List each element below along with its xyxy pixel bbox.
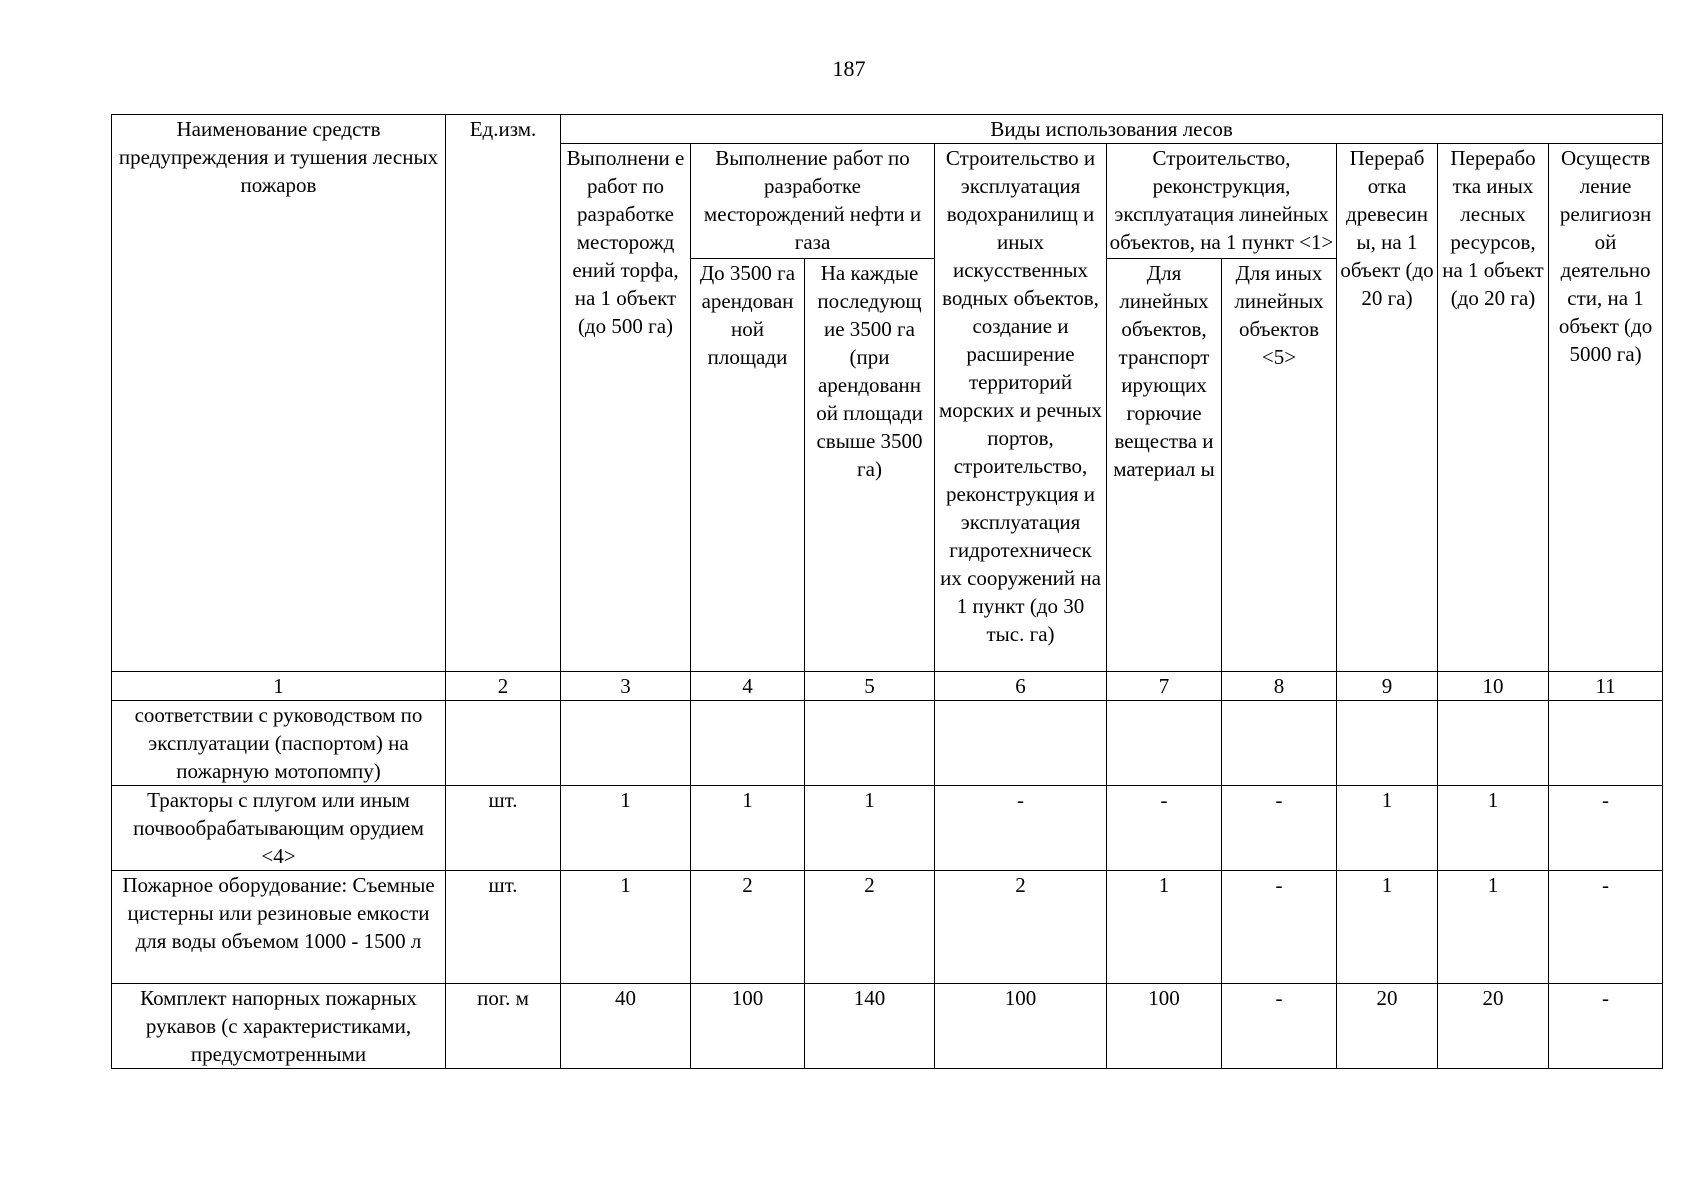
- row-value: 1: [1337, 871, 1438, 984]
- row-item-name: Пожарное оборудование: Съемные цистерны или резиновые емкости для воды объемом 1000 - 1500 л: [112, 871, 446, 984]
- row-value: 20: [1438, 984, 1549, 1069]
- column-number: 1: [112, 672, 446, 701]
- table-row: [112, 701, 1663, 786]
- row-unit: пог. м: [446, 984, 561, 1069]
- row-value: [1107, 701, 1222, 786]
- fire-equipment-table: [111, 114, 1663, 1069]
- header-col11-religious: Осуществ ление религиозн ой деятельно сти, на 1 объект (до 5000 га): [1549, 144, 1663, 672]
- row-value: 2: [805, 871, 935, 984]
- row-value: 1: [1107, 871, 1222, 984]
- row-value: 140: [805, 984, 935, 1069]
- table-row: [112, 786, 1663, 871]
- row-value: [1337, 701, 1438, 786]
- column-number-row: [112, 672, 1663, 701]
- header-row-1: [112, 115, 1663, 144]
- header-linear-group: Строительство, реконструкция, эксплуатация линейных объектов, на 1 пункт <1>: [1107, 144, 1337, 259]
- row-item-name: Комплект напорных пожарных рукавов (с характеристиками, предусмотренными: [112, 984, 446, 1069]
- row-value: -: [1107, 786, 1222, 871]
- header-col9-wood: Перераб отка древесин ы, на 1 объект (до 20 га): [1337, 144, 1438, 672]
- header-col10-other-resources: Перерабо тка иных лесных ресурсов, на 1 объект (до 20 га): [1438, 144, 1549, 672]
- column-number: 7: [1107, 672, 1222, 701]
- row-value: -: [935, 786, 1107, 871]
- row-value: 20: [1337, 984, 1438, 1069]
- row-value: [1222, 701, 1337, 786]
- row-item-name: Тракторы с плугом или иным почвообрабатывающим орудием <4>: [112, 786, 446, 871]
- row-value: 40: [561, 984, 691, 1069]
- row-value: 1: [561, 871, 691, 984]
- column-number: 5: [805, 672, 935, 701]
- column-number: 2: [446, 672, 561, 701]
- header-oil-gas-group: Выполнение работ по разработке месторождений нефти и газа: [691, 144, 935, 259]
- row-value: 1: [1337, 786, 1438, 871]
- row-unit: шт.: [446, 871, 561, 984]
- row-value: [805, 701, 935, 786]
- row-value: [561, 701, 691, 786]
- page-number: 187: [832, 56, 866, 81]
- header-col4-up-to-3500: До 3500 га арендован ной площади: [691, 259, 805, 672]
- row-value: -: [1549, 984, 1663, 1069]
- column-number: 4: [691, 672, 805, 701]
- header-col7-combustible-linear: Для линейных объектов, транспорт ирующих горючие вещества и материал ы: [1107, 259, 1222, 672]
- row-value: 2: [691, 871, 805, 984]
- row-unit: шт.: [446, 786, 561, 871]
- row-value: -: [1222, 871, 1337, 984]
- row-value: -: [1549, 871, 1663, 984]
- row-item-name: соответствии с руководством по эксплуатации (паспортом) на пожарную мотопомпу): [112, 701, 446, 786]
- row-value: -: [1549, 786, 1663, 871]
- column-number: 11: [1549, 672, 1663, 701]
- row-value: [935, 701, 1107, 786]
- column-number: 9: [1337, 672, 1438, 701]
- header-col6-reservoirs: Строительство и эксплуатация водохранилищ и иных искусственных водных объектов, создание и расширение территорий морских и речных портов, строительство, реконструкция и эксплуатация гидротехническ их сооружений на 1 пункт (до 30 тыс. га): [935, 144, 1107, 672]
- header-name: Наименование средств предупреждения и тушения лесных пожаров: [112, 115, 446, 672]
- table-row: [112, 984, 1663, 1069]
- column-number: 6: [935, 672, 1107, 701]
- column-number: 3: [561, 672, 691, 701]
- header-col3-peat: Выполнени е работ по разработке месторожд ений торфа, на 1 объект (до 500 га): [561, 144, 691, 672]
- row-value: 100: [935, 984, 1107, 1069]
- row-unit: [446, 701, 561, 786]
- row-value: 2: [935, 871, 1107, 984]
- row-value: 1: [805, 786, 935, 871]
- row-value: [1549, 701, 1663, 786]
- header-col8-other-linear: Для иных линейных объектов <5>: [1222, 259, 1337, 672]
- header-col5-each-next-3500: На каждые последующ ие 3500 га (при арендованн ой площади свыше 3500 га): [805, 259, 935, 672]
- row-value: 1: [691, 786, 805, 871]
- header-unit: Ед.изм.: [446, 115, 561, 672]
- column-number: 8: [1222, 672, 1337, 701]
- row-value: -: [1222, 786, 1337, 871]
- row-value: [691, 701, 805, 786]
- row-value: 100: [1107, 984, 1222, 1069]
- table-row: [112, 871, 1663, 984]
- row-value: 1: [1438, 871, 1549, 984]
- header-forest-use-types: Виды использования лесов: [561, 115, 1663, 144]
- row-value: [1438, 701, 1549, 786]
- row-value: 1: [1438, 786, 1549, 871]
- column-number: 10: [1438, 672, 1549, 701]
- row-value: 100: [691, 984, 805, 1069]
- row-value: 1: [561, 786, 691, 871]
- row-value: -: [1222, 984, 1337, 1069]
